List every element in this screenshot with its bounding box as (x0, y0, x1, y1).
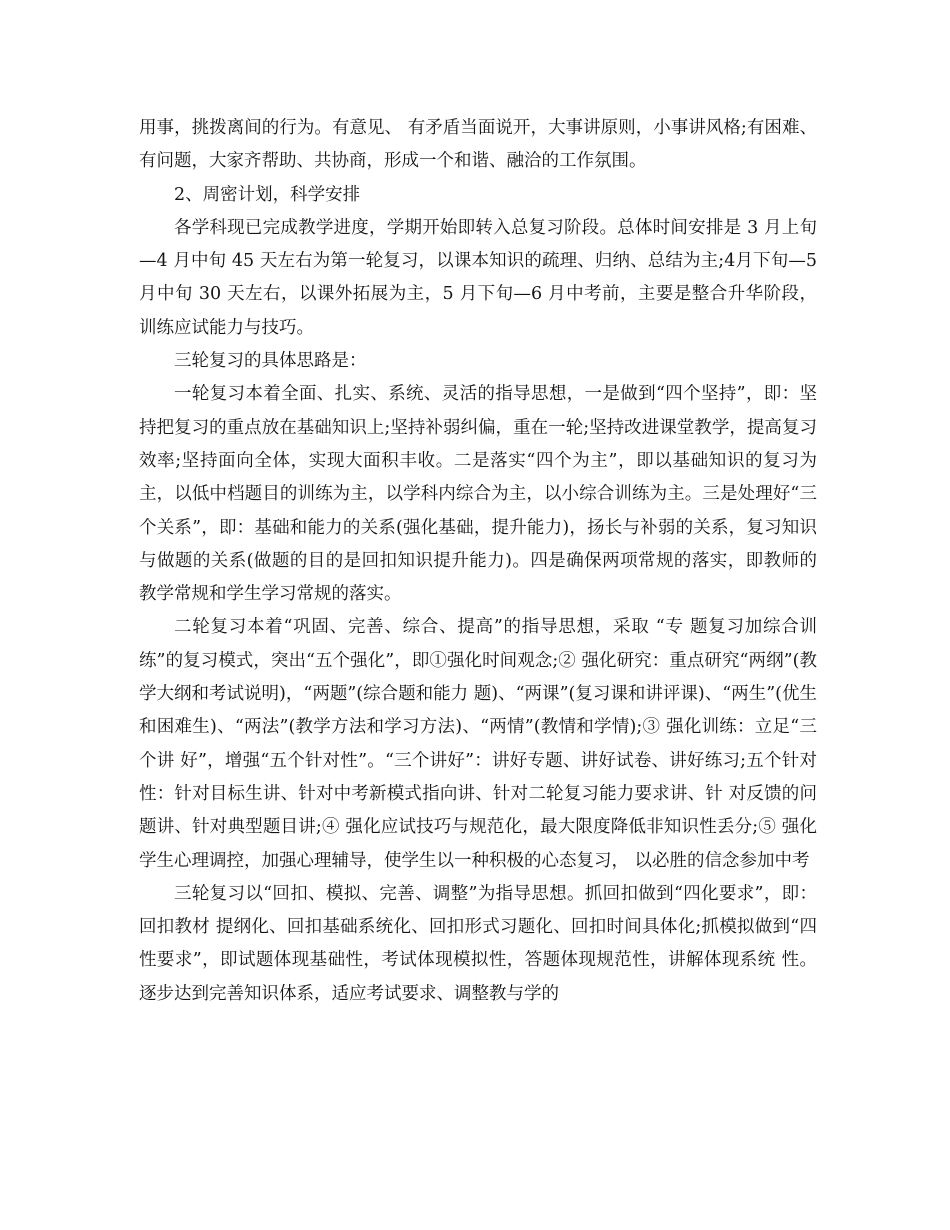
paragraph-5: 一轮复习本着全面、扎实、系统、灵活的指导思想，一是做到“四个坚持”，即：坚持把复习的重点放在基础知识上;坚持补弱纠偏，重在一轮;坚持改进课堂教学，提高复习效率;坚持面向全体，实现大面积丰收。二是落实“四个为主”，即以基础知识的复习为主，以低中档题目的训练为主，以学科内综合为主，以小综合训练为主。三是处理好“三个关系”，即：基础和能力的关系(强化基础，提升能力)，扬长与补弱的关系，复习知识与做题的关系(做题的目的是回扣知识提升能力)。四是确保两项常规的落实，即教师的教学常规和学生学习常规的落实。 (139, 384, 817, 605)
paragraph-2-heading: 2、周密计划，科学安排 (174, 184, 361, 205)
paragraph-7: 三轮复习以“回扣、模拟、完善、调整”为指导思想。抓回扣做到“四化要求”，即：回扣教材 提纲化、回扣基础系统化、回扣形式习题化、回扣时间具体化;抓模拟做到“四性要求”，即试题体现基础性，考试体现模拟性，答题体现规范性，讲解体现系统 性。逐步达到完善知识体系，适应考试要求、调整教与学的 (139, 883, 817, 1004)
paragraph-6: 二轮复习本着“巩固、完善、综合、提高”的指导思想，采取 “专 题复习加综合训练”的复习模式，突出“五个强化”，即①强化时间观念;② 强化研究：重点研究“两纲”(教学大纲和考试说明)，“两题”(综合题和能力 题)、“两课”(复习课和讲评课)、“两生”(优生和困难生)、“两法”(教学方法和学习方法)、“两情”(教情和学情);③ 强化训练：立足“三个讲 好”，增强“五个针对性”。“三个讲好”：讲好专题、讲好试卷、讲好练习;五个针对性：针对目标生讲、针对中考新模式指向讲、针对二轮复习能力要求讲、针 对反馈的问题讲、针对典型题目讲;④ 强化应试技巧与规范化，最大限度降低非知识性丢分;⑤ 强化学生心理调控，加强心理辅导，使学生以一种积极的心态复习， 以必胜的信念参加中考 (139, 617, 817, 871)
paragraph-1: 用事，挑拨离间的行为。有意见、 有矛盾当面说开，大事讲原则，小事讲风格;有困难、有问题，大家齐帮助、共协商，形成一个和谐、融洽的工作氛围。 (139, 118, 817, 172)
paragraph-3: 各学科现已完成教学进度，学期开始即转入总复习阶段。总体时间安排是 3 月上旬—4 月中旬 45 天左右为第一轮复习，以课本知识的疏理、归纳、总结为主;4月下旬—5 月中旬 30 天左右，以课外拓展为主，5 月下旬—6 月中考前，主要是整合升华阶段，训练应试能力与技巧。 (139, 217, 817, 338)
document-body (139, 112, 817, 1011)
paragraph-4: 三轮复习的具体思路是： (174, 351, 367, 372)
